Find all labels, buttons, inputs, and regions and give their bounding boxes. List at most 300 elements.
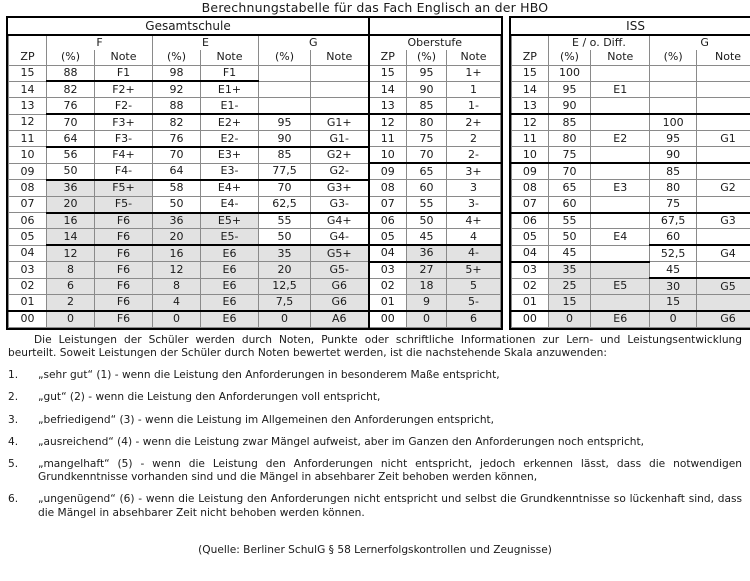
cell-zp: 01 bbox=[9, 294, 47, 310]
cell-iss-g-note bbox=[696, 98, 750, 114]
cell-ober-zp: 15 bbox=[369, 65, 407, 81]
cell-e-note: E3+ bbox=[201, 147, 259, 163]
iss-header-zp-spacer bbox=[512, 35, 549, 50]
cell-iss-g-note: G1 bbox=[696, 131, 750, 147]
cell-zp: 13 bbox=[9, 98, 47, 114]
cell-f-pct: 14 bbox=[47, 229, 95, 245]
cell-iss-g-pct: 52,5 bbox=[650, 245, 697, 261]
list-item-text: „ausreichend“ (4) - wenn die Leistung zwar Mängel aufweist, aber im Ganzen den Anforderungen noch entspricht, bbox=[38, 435, 645, 448]
gesamtschule-table-box bbox=[6, 16, 503, 330]
cell-g-pct: 62,5 bbox=[259, 196, 311, 212]
table-row bbox=[9, 81, 501, 97]
cell-g-pct: 35 bbox=[259, 245, 311, 261]
cell-iss-g-note bbox=[696, 65, 750, 81]
cell-ober-zp: 01 bbox=[369, 294, 407, 310]
right-group-title-row bbox=[512, 18, 750, 35]
list-item-text: „ungenügend“ (6) - wenn die Leistung den Anforderungen nicht entspricht und selbst die Grundkenntnisse so lückenhaft sind, dass die Mängel in absehbarer Zeit nicht behoben werden können. bbox=[38, 493, 742, 519]
cell-f-pct: 16 bbox=[47, 213, 95, 229]
cell-iss-g-pct bbox=[650, 98, 697, 114]
table-row bbox=[9, 294, 501, 310]
cell-e-pct: 64 bbox=[153, 163, 201, 179]
cell-e-note: E4+ bbox=[201, 180, 259, 196]
cell-ober-pct: 50 bbox=[407, 213, 447, 229]
cell-iss-zp: 03 bbox=[512, 262, 549, 278]
cell-iss-g-pct: 60 bbox=[650, 229, 697, 245]
table-row bbox=[512, 114, 750, 130]
cell-iss-e-pct: 50 bbox=[548, 229, 591, 245]
list-item-text: „sehr gut“ (1) - wenn die Leistung den Anforderungen in besonderem Maße entspricht, bbox=[38, 369, 500, 382]
cell-g-pct bbox=[259, 98, 311, 114]
iss-header-g-pct: (%) bbox=[650, 50, 697, 65]
list-item-number: 6. bbox=[8, 493, 19, 506]
cell-iss-e-pct: 100 bbox=[548, 65, 591, 81]
cell-iss-e-pct: 60 bbox=[548, 196, 591, 212]
cell-zp: 09 bbox=[9, 163, 47, 179]
table-row bbox=[9, 229, 501, 245]
cell-iss-zp: 13 bbox=[512, 98, 549, 114]
cell-iss-zp: 08 bbox=[512, 180, 549, 196]
cell-f-note: F5+ bbox=[95, 180, 153, 196]
cell-f-pct: 50 bbox=[47, 163, 95, 179]
list-item bbox=[8, 414, 742, 427]
cell-iss-e-note bbox=[591, 294, 650, 310]
list-item bbox=[8, 391, 742, 404]
cell-iss-g-note bbox=[696, 163, 750, 179]
cell-g-note: G4- bbox=[311, 229, 369, 245]
cell-f-note: F6 bbox=[95, 311, 153, 327]
list-item bbox=[8, 458, 742, 484]
cell-iss-g-pct: 15 bbox=[650, 294, 697, 310]
cell-e-pct: 36 bbox=[153, 213, 201, 229]
cell-iss-e-pct: 35 bbox=[548, 262, 591, 278]
cell-ober-note: 3- bbox=[447, 196, 501, 212]
right-header-row-2 bbox=[512, 50, 750, 65]
cell-ober-note: 1 bbox=[447, 81, 501, 97]
intro-line-2: Soweit Leistungen der Schüler durch Noten bewertet werden, ist die nachstehende Skala anzuwenden: bbox=[59, 346, 607, 359]
table-row bbox=[512, 278, 750, 294]
cell-g-pct: 12,5 bbox=[259, 278, 311, 294]
cell-iss-g-pct: 95 bbox=[650, 131, 697, 147]
cell-ober-note: 1- bbox=[447, 98, 501, 114]
cell-ober-pct: 27 bbox=[407, 262, 447, 278]
header-zp: ZP bbox=[9, 50, 47, 65]
cell-iss-e-note: E4 bbox=[591, 229, 650, 245]
cell-e-pct: 92 bbox=[153, 81, 201, 97]
cell-g-pct bbox=[259, 81, 311, 97]
cell-g-note: G6 bbox=[311, 278, 369, 294]
header-ober-pct: (%) bbox=[407, 50, 447, 65]
header-g-pct: (%) bbox=[259, 50, 311, 65]
cell-e-pct: 88 bbox=[153, 98, 201, 114]
cell-ober-note: 5+ bbox=[447, 262, 501, 278]
cell-e-pct: 98 bbox=[153, 65, 201, 81]
cell-ober-zp: 10 bbox=[369, 147, 407, 163]
header-group-oberstufe: Oberstufe bbox=[369, 35, 501, 50]
cell-zp: 02 bbox=[9, 278, 47, 294]
cell-iss-g-note: G5 bbox=[696, 278, 750, 294]
cell-e-note: E5+ bbox=[201, 213, 259, 229]
cell-iss-zp: 07 bbox=[512, 196, 549, 212]
cell-g-note: G2- bbox=[311, 163, 369, 179]
cell-ober-pct: 75 bbox=[407, 131, 447, 147]
cell-g-pct: 95 bbox=[259, 114, 311, 130]
cell-iss-e-pct: 65 bbox=[548, 180, 591, 196]
table-row bbox=[512, 262, 750, 278]
cell-iss-e-note: E1 bbox=[591, 81, 650, 97]
cell-ober-pct: 18 bbox=[407, 278, 447, 294]
cell-ober-note: 2 bbox=[447, 131, 501, 147]
cell-iss-zp: 00 bbox=[512, 311, 549, 327]
cell-zp: 04 bbox=[9, 245, 47, 261]
cell-ober-zp: 14 bbox=[369, 81, 407, 97]
cell-iss-e-pct: 80 bbox=[548, 131, 591, 147]
cell-zp: 06 bbox=[9, 213, 47, 229]
cell-iss-g-pct: 80 bbox=[650, 180, 697, 196]
left-header-row-2 bbox=[9, 50, 501, 65]
header-zp-spacer bbox=[9, 35, 47, 50]
list-item bbox=[8, 493, 742, 519]
table-row bbox=[512, 81, 750, 97]
cell-e-note: E4- bbox=[201, 196, 259, 212]
cell-f-pct: 8 bbox=[47, 262, 95, 278]
cell-g-pct: 7,5 bbox=[259, 294, 311, 310]
cell-e-note: E1- bbox=[201, 98, 259, 114]
cell-e-pct: 12 bbox=[153, 262, 201, 278]
header-group-f: F bbox=[47, 35, 153, 50]
cell-ober-pct: 65 bbox=[407, 163, 447, 179]
cell-f-note: F3- bbox=[95, 131, 153, 147]
cell-iss-e-note bbox=[591, 163, 650, 179]
header-ober-note: Note bbox=[447, 50, 501, 65]
cell-ober-zp: 11 bbox=[369, 131, 407, 147]
iss-table bbox=[511, 18, 750, 328]
cell-f-note: F3+ bbox=[95, 114, 153, 130]
header-group-g: G bbox=[259, 35, 369, 50]
cell-iss-e-pct: 45 bbox=[548, 245, 591, 261]
gesamtschule-table bbox=[8, 18, 501, 328]
cell-ober-note: 5- bbox=[447, 294, 501, 310]
cell-e-note: E6 bbox=[201, 311, 259, 327]
cell-iss-e-note bbox=[591, 196, 650, 212]
list-item bbox=[8, 369, 742, 382]
cell-ober-note: 1+ bbox=[447, 65, 501, 81]
left-group-title-row bbox=[9, 18, 501, 35]
cell-g-pct bbox=[259, 65, 311, 81]
cell-iss-e-note bbox=[591, 245, 650, 261]
cell-zp: 15 bbox=[9, 65, 47, 81]
table-row bbox=[9, 311, 501, 327]
cell-e-pct: 16 bbox=[153, 245, 201, 261]
table-row bbox=[512, 245, 750, 261]
cell-zp: 03 bbox=[9, 262, 47, 278]
cell-f-pct: 36 bbox=[47, 180, 95, 196]
gesamtschule-title: Gesamtschule bbox=[9, 18, 369, 35]
cell-iss-e-note: E6 bbox=[591, 311, 650, 327]
cell-ober-zp: 05 bbox=[369, 229, 407, 245]
list-item-text: „gut“ (2) - wenn die Leistung den Anforderungen voll entspricht, bbox=[38, 391, 381, 404]
cell-ober-note: 2- bbox=[447, 147, 501, 163]
cell-iss-zp: 15 bbox=[512, 65, 549, 81]
cell-iss-g-note bbox=[696, 81, 750, 97]
table-row bbox=[9, 147, 501, 163]
cell-e-note: E6 bbox=[201, 294, 259, 310]
cell-iss-zp: 05 bbox=[512, 229, 549, 245]
iss-header-group-g: G bbox=[650, 35, 750, 50]
list-item-text: „befriedigend“ (3) - wenn die Leistung im Allgemeinen den Anforderungen entspricht, bbox=[38, 413, 495, 426]
cell-iss-zp: 04 bbox=[512, 245, 549, 261]
cell-ober-note: 3 bbox=[447, 180, 501, 196]
cell-g-note: G1+ bbox=[311, 114, 369, 130]
cell-ober-pct: 0 bbox=[407, 311, 447, 327]
list-item-number: 2. bbox=[8, 391, 19, 404]
iss-title: ISS bbox=[512, 18, 750, 35]
cell-e-pct: 50 bbox=[153, 196, 201, 212]
table-row bbox=[512, 311, 750, 327]
cell-iss-e-pct: 90 bbox=[548, 98, 591, 114]
cell-iss-g-pct: 85 bbox=[650, 163, 697, 179]
cell-iss-g-note bbox=[696, 262, 750, 278]
iss-header-group-ediff: E / o. Diff. bbox=[548, 35, 650, 50]
cell-g-pct: 77,5 bbox=[259, 163, 311, 179]
cell-ober-zp: 02 bbox=[369, 278, 407, 294]
cell-f-note: F4+ bbox=[95, 147, 153, 163]
cell-g-note: G3- bbox=[311, 196, 369, 212]
cell-e-note: E6 bbox=[201, 262, 259, 278]
table-row bbox=[512, 163, 750, 179]
intro-line-1: Die Leistungen der Schüler werden durch Noten, Punkte oder schriftliche Informationen zur Lern- und Leistungsentwicklung beurteilt. bbox=[8, 333, 742, 359]
cell-e-pct: 0 bbox=[153, 311, 201, 327]
cell-ober-pct: 85 bbox=[407, 98, 447, 114]
cell-f-note: F6 bbox=[95, 294, 153, 310]
cell-g-note: A6 bbox=[311, 311, 369, 327]
cell-g-pct: 85 bbox=[259, 147, 311, 163]
cell-iss-zp: 01 bbox=[512, 294, 549, 310]
cell-g-pct: 50 bbox=[259, 229, 311, 245]
cell-iss-e-note bbox=[591, 114, 650, 130]
table-row bbox=[9, 245, 501, 261]
cell-iss-g-pct: 67,5 bbox=[650, 213, 697, 229]
iss-header-e-note: Note bbox=[591, 50, 650, 65]
cell-f-note: F1 bbox=[95, 65, 153, 81]
cell-iss-zp: 09 bbox=[512, 163, 549, 179]
list-item-number: 5. bbox=[8, 457, 19, 470]
list-item bbox=[8, 436, 742, 449]
cell-f-note: F4- bbox=[95, 163, 153, 179]
cell-zp: 07 bbox=[9, 196, 47, 212]
right-header-row-1 bbox=[512, 35, 750, 50]
cell-zp: 12 bbox=[9, 114, 47, 130]
cell-iss-e-pct: 75 bbox=[548, 147, 591, 163]
cell-f-note: F6 bbox=[95, 278, 153, 294]
cell-zp: 00 bbox=[9, 311, 47, 327]
cell-e-note: E2+ bbox=[201, 114, 259, 130]
cell-iss-zp: 02 bbox=[512, 278, 549, 294]
cell-g-note: G1- bbox=[311, 131, 369, 147]
cell-iss-e-note bbox=[591, 147, 650, 163]
cell-ober-zp: 12 bbox=[369, 114, 407, 130]
cell-iss-g-pct: 45 bbox=[650, 262, 697, 278]
cell-f-note: F5- bbox=[95, 196, 153, 212]
cell-iss-g-note: G6 bbox=[696, 311, 750, 327]
iss-header-e-pct: (%) bbox=[548, 50, 591, 65]
cell-zp: 14 bbox=[9, 81, 47, 97]
cell-iss-e-note: E2 bbox=[591, 131, 650, 147]
cell-iss-e-note bbox=[591, 213, 650, 229]
cell-ober-note: 3+ bbox=[447, 163, 501, 179]
cell-ober-note: 2+ bbox=[447, 114, 501, 130]
cell-f-pct: 70 bbox=[47, 114, 95, 130]
cell-ober-zp: 09 bbox=[369, 163, 407, 179]
cell-iss-zp: 11 bbox=[512, 131, 549, 147]
cell-g-pct: 90 bbox=[259, 131, 311, 147]
cell-iss-e-note bbox=[591, 98, 650, 114]
table-row bbox=[512, 65, 750, 81]
cell-ober-zp: 03 bbox=[369, 262, 407, 278]
list-item-number: 4. bbox=[8, 435, 19, 448]
cell-g-note: G3+ bbox=[311, 180, 369, 196]
cell-zp: 05 bbox=[9, 229, 47, 245]
grade-scale-list bbox=[8, 369, 742, 520]
iss-header-g-note: Note bbox=[696, 50, 750, 65]
cell-e-pct: 4 bbox=[153, 294, 201, 310]
cell-e-pct: 70 bbox=[153, 147, 201, 163]
cell-e-note: E6 bbox=[201, 245, 259, 261]
cell-ober-zp: 07 bbox=[369, 196, 407, 212]
table-row bbox=[512, 213, 750, 229]
cell-ober-note: 6 bbox=[447, 311, 501, 327]
cell-iss-e-note bbox=[591, 65, 650, 81]
cell-zp: 10 bbox=[9, 147, 47, 163]
cell-f-pct: 88 bbox=[47, 65, 95, 81]
left-header-row-1 bbox=[9, 35, 501, 50]
cell-ober-zp: 04 bbox=[369, 245, 407, 261]
cell-iss-e-pct: 0 bbox=[548, 311, 591, 327]
cell-ober-note: 4 bbox=[447, 229, 501, 245]
cell-iss-zp: 12 bbox=[512, 114, 549, 130]
cell-iss-g-pct bbox=[650, 81, 697, 97]
table-row bbox=[9, 262, 501, 278]
cell-e-pct: 82 bbox=[153, 114, 201, 130]
cell-e-note: E3- bbox=[201, 163, 259, 179]
cell-ober-pct: 60 bbox=[407, 180, 447, 196]
table-row bbox=[512, 98, 750, 114]
iss-header-zp: ZP bbox=[512, 50, 549, 65]
table-row bbox=[512, 180, 750, 196]
list-item-number: 3. bbox=[8, 413, 19, 426]
cell-iss-e-pct: 25 bbox=[548, 278, 591, 294]
cell-iss-g-note bbox=[696, 147, 750, 163]
left-title-spacer bbox=[369, 18, 501, 35]
table-row bbox=[9, 114, 501, 130]
cell-iss-e-pct: 70 bbox=[548, 163, 591, 179]
cell-ober-pct: 45 bbox=[407, 229, 447, 245]
cell-f-pct: 82 bbox=[47, 81, 95, 97]
cell-e-pct: 20 bbox=[153, 229, 201, 245]
iss-table-box bbox=[509, 16, 750, 330]
cell-f-note: F6 bbox=[95, 229, 153, 245]
cell-ober-pct: 95 bbox=[407, 65, 447, 81]
cell-iss-e-note: E5 bbox=[591, 278, 650, 294]
table-row bbox=[512, 131, 750, 147]
cell-iss-e-pct: 15 bbox=[548, 294, 591, 310]
cell-g-note: G2+ bbox=[311, 147, 369, 163]
cell-iss-e-pct: 85 bbox=[548, 114, 591, 130]
cell-ober-pct: 90 bbox=[407, 81, 447, 97]
header-f-pct: (%) bbox=[47, 50, 95, 65]
cell-iss-e-pct: 95 bbox=[548, 81, 591, 97]
header-f-note: Note bbox=[95, 50, 153, 65]
table-row bbox=[512, 147, 750, 163]
cell-iss-g-pct: 90 bbox=[650, 147, 697, 163]
list-item-number: 1. bbox=[8, 369, 19, 382]
cell-e-pct: 58 bbox=[153, 180, 201, 196]
cell-zp: 11 bbox=[9, 131, 47, 147]
cell-iss-g-note: G2 bbox=[696, 180, 750, 196]
intro-paragraph bbox=[8, 334, 742, 360]
source-note: (Quelle: Berliner SchulG § 58 Lernerfolgskontrollen und Zeugnisse) bbox=[198, 543, 552, 556]
header-group-e: E bbox=[153, 35, 259, 50]
cell-iss-g-pct: 75 bbox=[650, 196, 697, 212]
cell-g-pct: 0 bbox=[259, 311, 311, 327]
cell-iss-e-note: E3 bbox=[591, 180, 650, 196]
table-row bbox=[9, 163, 501, 179]
cell-iss-zp: 14 bbox=[512, 81, 549, 97]
cell-zp: 08 bbox=[9, 180, 47, 196]
header-ober-zp: ZP bbox=[369, 50, 407, 65]
cell-ober-zp: 13 bbox=[369, 98, 407, 114]
cell-g-pct: 70 bbox=[259, 180, 311, 196]
cell-f-pct: 12 bbox=[47, 245, 95, 261]
table-row bbox=[9, 196, 501, 212]
cell-iss-zp: 10 bbox=[512, 147, 549, 163]
cell-iss-g-pct bbox=[650, 65, 697, 81]
cell-g-note bbox=[311, 81, 369, 97]
cell-iss-e-note bbox=[591, 262, 650, 278]
cell-ober-note: 4+ bbox=[447, 213, 501, 229]
table-row bbox=[512, 229, 750, 245]
cell-f-pct: 56 bbox=[47, 147, 95, 163]
cell-iss-g-note bbox=[696, 229, 750, 245]
tables-area bbox=[0, 16, 750, 330]
header-e-note: Note bbox=[201, 50, 259, 65]
cell-g-pct: 20 bbox=[259, 262, 311, 278]
cell-iss-g-pct: 100 bbox=[650, 114, 697, 130]
table-row bbox=[9, 180, 501, 196]
cell-ober-pct: 9 bbox=[407, 294, 447, 310]
cell-e-note: E5- bbox=[201, 229, 259, 245]
cell-ober-pct: 70 bbox=[407, 147, 447, 163]
table-row bbox=[9, 278, 501, 294]
table-row bbox=[9, 213, 501, 229]
cell-ober-pct: 80 bbox=[407, 114, 447, 130]
cell-f-pct: 0 bbox=[47, 311, 95, 327]
cell-ober-pct: 55 bbox=[407, 196, 447, 212]
cell-iss-g-note: G3 bbox=[696, 213, 750, 229]
cell-iss-g-note bbox=[696, 114, 750, 130]
cell-f-pct: 6 bbox=[47, 278, 95, 294]
cell-e-note: F1 bbox=[201, 65, 259, 81]
cell-f-pct: 76 bbox=[47, 98, 95, 114]
cell-ober-zp: 06 bbox=[369, 213, 407, 229]
cell-iss-g-note bbox=[696, 196, 750, 212]
cell-f-note: F6 bbox=[95, 213, 153, 229]
page-title: Berechnungstabelle für das Fach Englisch an der HBO bbox=[201, 0, 549, 15]
cell-iss-e-pct: 55 bbox=[548, 213, 591, 229]
cell-ober-zp: 00 bbox=[369, 311, 407, 327]
cell-f-note: F6 bbox=[95, 245, 153, 261]
table-row bbox=[9, 98, 501, 114]
cell-f-pct: 64 bbox=[47, 131, 95, 147]
